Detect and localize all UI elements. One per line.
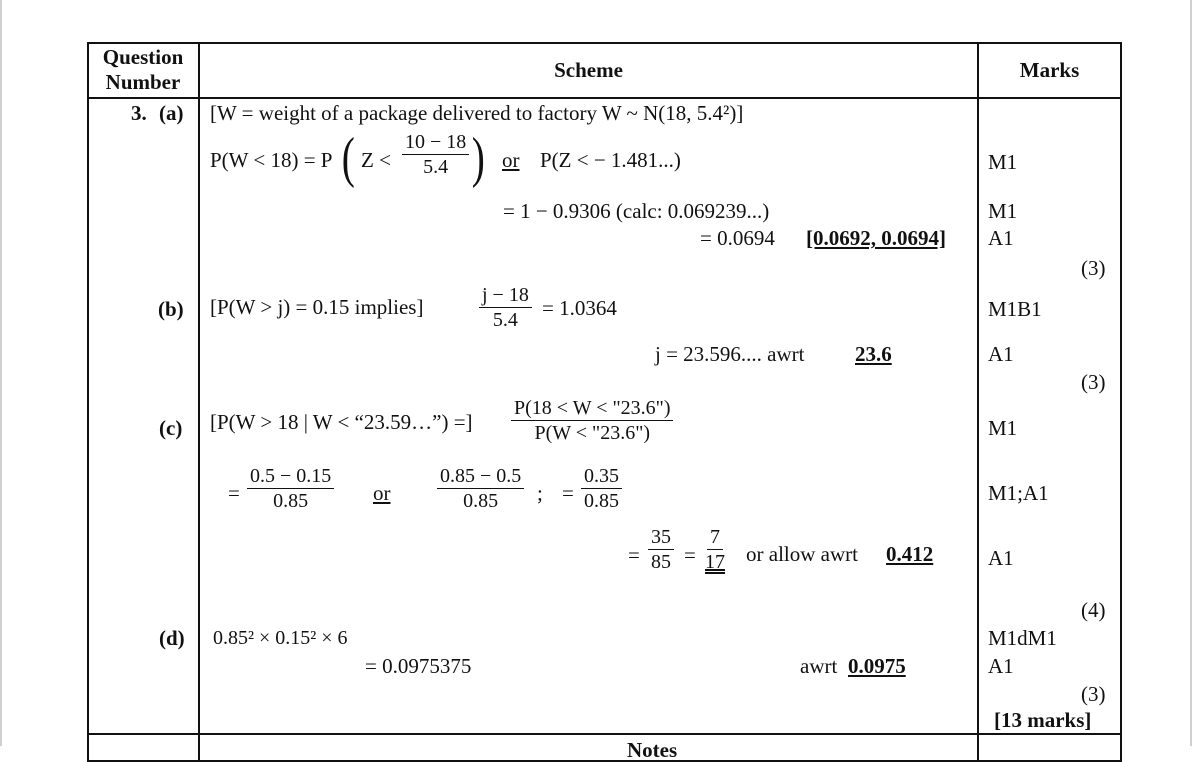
part-d-label: (d) (159, 626, 185, 650)
part-a-line2: = 1 − 0.9306 (calc: 0.069239...) (503, 199, 770, 223)
part-a-or: or (502, 148, 520, 172)
page-edge-left (0, 0, 2, 746)
part-d-answer: 0.0975 (848, 654, 906, 678)
part-b-eq: = 1.0364 (542, 296, 617, 320)
part-c-fraction-2: $\frac{0.5 - 0.15}{0.85}$ (247, 465, 334, 512)
part-c-fraction-5: $\frac{35}{85}$ (648, 526, 674, 573)
part-c-total: (4) (1081, 598, 1106, 622)
part-b-label: (b) (158, 297, 184, 321)
part-a-fraction: $\frac{10 - 18}{5.4}$ (402, 131, 469, 178)
part-c-answer: 0.412 (886, 542, 934, 566)
part-a-line3: = 0.0694 (700, 226, 775, 250)
part-b-line2: j = 23.596.... awrt (655, 342, 805, 366)
header-question-number: Question Number (102, 45, 184, 94)
part-a-mark-1: M1 (988, 150, 1018, 174)
part-a-total: (3) (1081, 256, 1106, 280)
part-a-label: (a) (159, 101, 184, 125)
part-c-fraction-1: $\frac{P(18 < W < "23.6")}{P(W < "23.6")}$ (511, 397, 673, 444)
header-marks: Marks (1019, 58, 1080, 82)
left-paren: ( (341, 127, 355, 189)
part-c-mark-1: M1 (988, 416, 1018, 440)
part-a-answer-range: [0.0692, 0.0694] (806, 226, 946, 250)
part-a-line1-left: P(W < 18) = P (210, 148, 333, 172)
header-divider (87, 97, 1122, 99)
part-b-fraction: $\frac{j - 18}{5.4}$ (479, 284, 532, 331)
part-d-mark-2: A1 (988, 654, 1014, 678)
part-b-total: (3) (1081, 370, 1106, 394)
part-c-fraction-6: $\frac{7}{17}$ (705, 526, 725, 573)
question-number-3: 3. (131, 101, 147, 125)
part-c-label: (c) (159, 416, 183, 440)
part-c-allow: or allow awrt (746, 542, 858, 566)
part-c-or: or (373, 481, 391, 505)
part-d-mark-1: M1dM1 (988, 626, 1057, 650)
part-b-answer: 23.6 (855, 342, 892, 366)
part-c-intro: [P(W > 18 | W < “23.59…”) =] (210, 410, 473, 434)
part-a-mark-3: A1 (988, 226, 1014, 250)
part-d-result: = 0.0975375 (365, 654, 472, 678)
question-total-marks: [13 marks] (994, 708, 1092, 732)
part-c-eq1: = (228, 481, 240, 505)
part-a-line1-z: Z < (361, 148, 391, 172)
part-c-eq3: = (628, 543, 640, 567)
part-b-intro: [P(W > j) = 0.15 implies] (210, 295, 424, 319)
part-c-fraction-3: $\frac{0.85 - 0.5}{0.85}$ (437, 465, 524, 512)
row-divider (87, 733, 1122, 735)
part-b-mark-1: M1B1 (988, 297, 1042, 321)
part-d-awrt: awrt (800, 654, 838, 678)
part-c-mark-2: M1;A1 (988, 481, 1049, 505)
part-c-mark-3: A1 (988, 546, 1014, 570)
part-a-intro: [W = weight of a package delivered to factory W ~ N(18, 5.4²)] (210, 101, 744, 125)
right-paren: ) (471, 127, 485, 189)
column-divider-2 (977, 42, 979, 762)
part-c-semicolon: ; (537, 481, 543, 505)
notes-heading: Notes (627, 738, 678, 762)
part-a-line1-right: P(Z < − 1.481...) (540, 148, 681, 172)
column-divider-1 (198, 42, 200, 762)
header-scheme: Scheme (554, 58, 623, 82)
part-d-total: (3) (1081, 682, 1106, 706)
part-c-eq2: = (562, 481, 574, 505)
part-d-expression: 0.85² × 0.15² × 6 (213, 627, 348, 649)
part-b-mark-2: A1 (988, 342, 1014, 366)
part-a-mark-2: M1 (988, 199, 1018, 223)
part-c-eq4: = (684, 543, 696, 567)
part-c-fraction-4: $\frac{0.35}{0.85}$ (581, 465, 622, 512)
